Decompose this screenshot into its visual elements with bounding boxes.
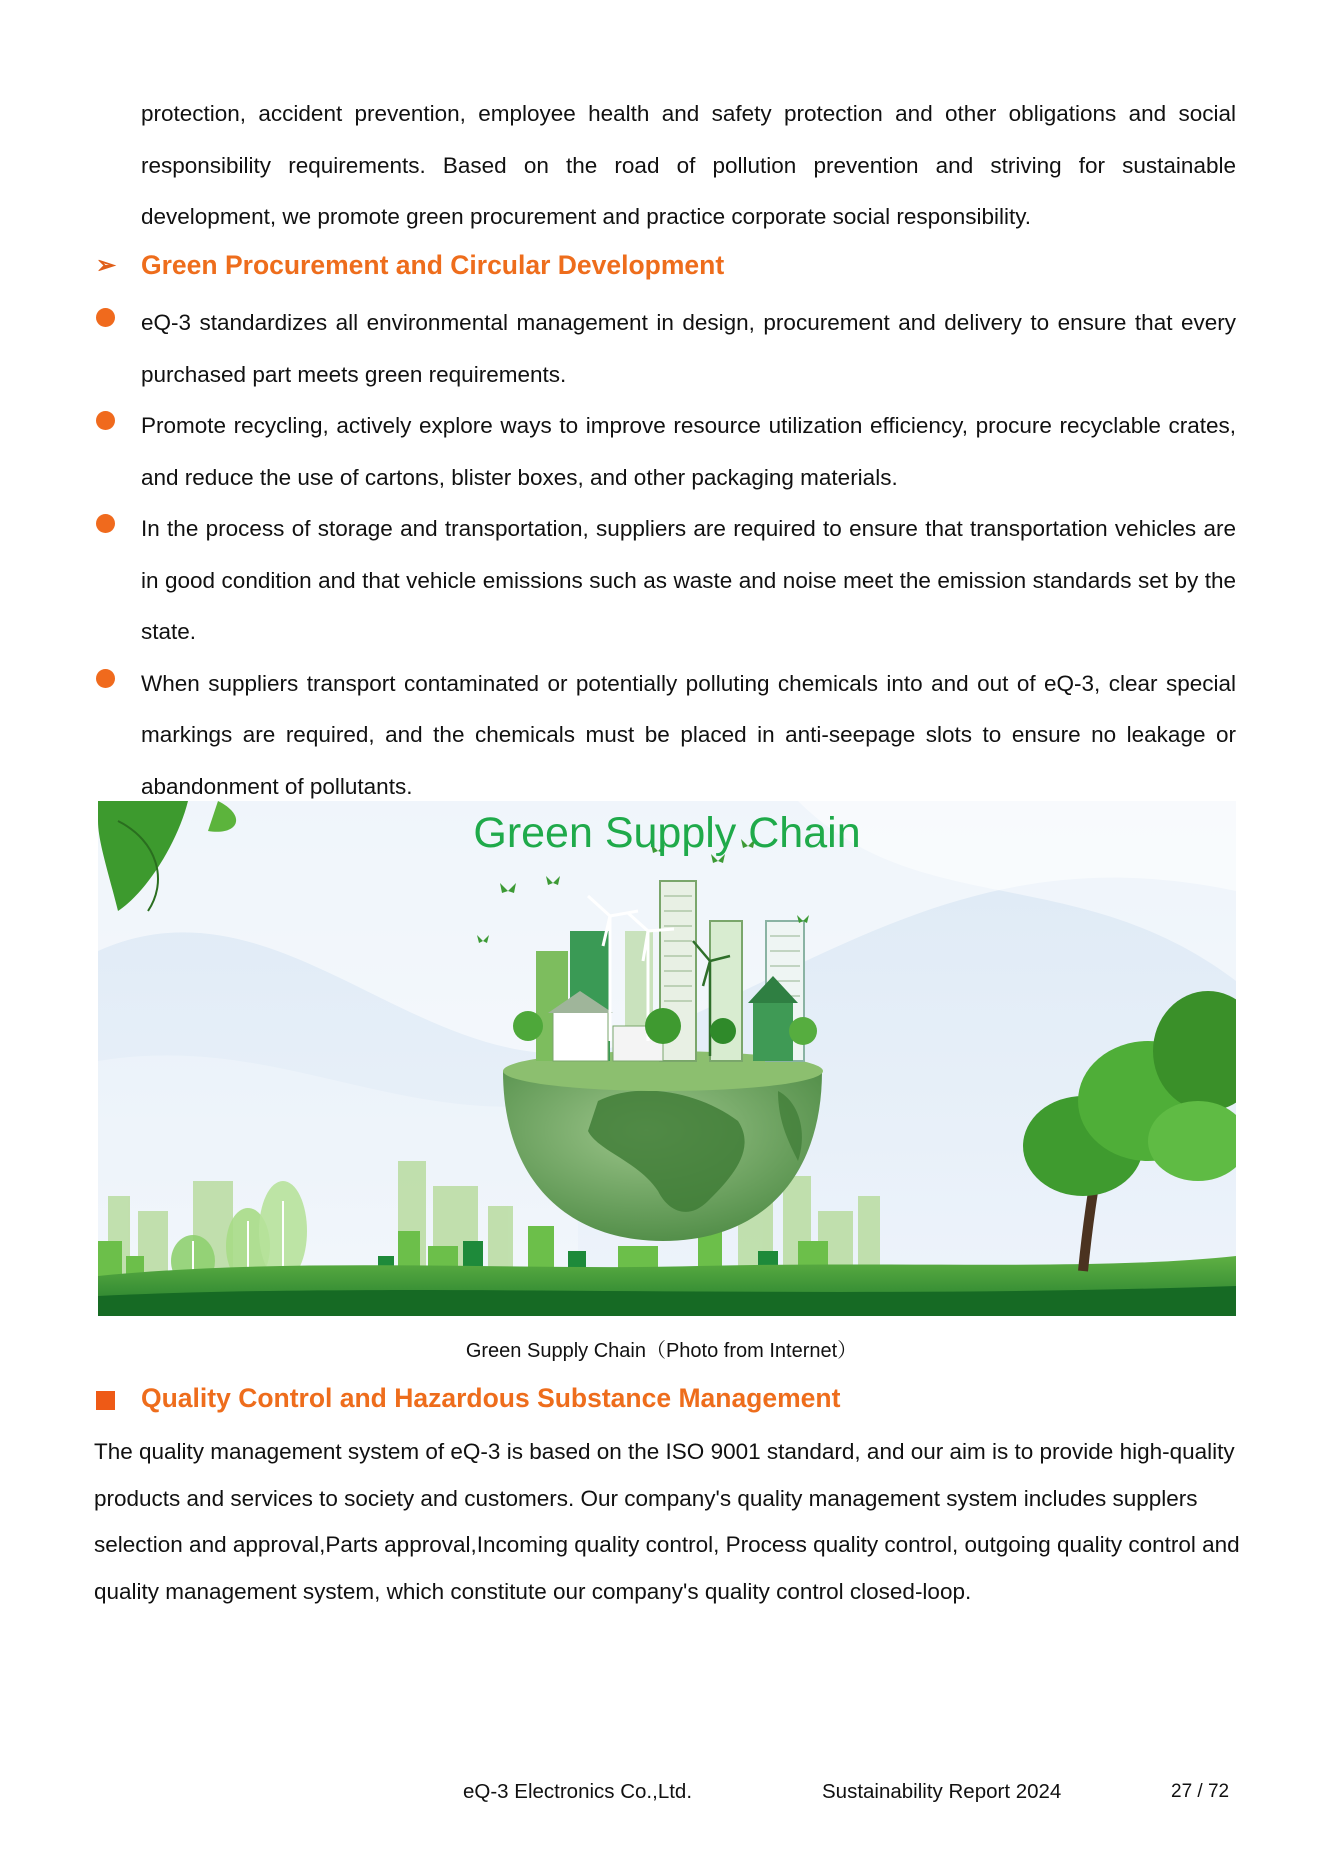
green-procurement-list <box>96 297 1236 812</box>
square-icon <box>96 1391 115 1410</box>
orange-dot-icon <box>96 411 115 430</box>
list-item-text: eQ-3 standardizes all environmental management in design, procurement and delivery to ensure that every purchased part meets green requirements. <box>141 310 1236 387</box>
list-item-text: When suppliers transport contaminated or potentially polluting chemicals into and out of eQ-3, clear special markings are required, and the chemicals must be placed in anti-seepage slots to ensure no leakage or abandonment of pollutants. <box>141 670 1236 799</box>
list-item <box>96 400 1236 503</box>
orange-dot-icon <box>96 514 115 533</box>
intro-paragraph: protection, accident prevention, employee health and safety protection and other obligations and social responsibility requirements. Based on the road of pollution prevention and striving for sustainable development, we promote green procurement and practice corporate social responsibility. <box>141 101 1236 229</box>
page-number: 27 / 72 <box>1171 1781 1230 1802</box>
list-item-text: Promote recycling, actively explore ways to improve resource utilization efficiency, procure recyclable crates, and reduce the use of cartons, blister boxes, and other packaging materials. <box>141 413 1236 490</box>
footer-report-title: Sustainability Report 2024 <box>822 1780 1062 1803</box>
list-item <box>96 658 1236 813</box>
orange-dot-icon <box>96 308 115 327</box>
section-title: Quality Control and Hazardous Substance Management <box>141 1383 841 1413</box>
quality-paragraph: The quality management system of eQ-3 is based on the ISO 9001 standard, and our aim is to provide high-quality products and services to society and customers. Our company's quality management system includes supplers selection and approval,Parts approval,Incoming quality control, Process quality control, outgoing quality control and quality management system, which constitute our company's quality control closed-loop. <box>94 1439 1240 1604</box>
figure-caption: Green Supply Chain（Photo from Internet） <box>465 1340 858 1362</box>
illustration-art <box>98 801 1236 1316</box>
orange-dot-icon <box>96 669 115 688</box>
figure-title: Green Supply Chain <box>473 809 861 857</box>
list-item-text: In the process of storage and transportation, suppliers are required to ensure that transportation vehicles are in good condition and that vehicle emissions such as waste and noise meet the emission standards set by the state. <box>141 516 1236 644</box>
arrowhead-icon: ➢ <box>96 252 117 279</box>
list-item <box>96 297 1236 400</box>
footer-company: eQ-3 Electronics Co.,Ltd. <box>463 1780 693 1803</box>
section-title: Green Procurement and Circular Development <box>141 250 725 280</box>
green-supply-chain-illustration <box>98 801 1236 1316</box>
list-item <box>96 503 1236 658</box>
